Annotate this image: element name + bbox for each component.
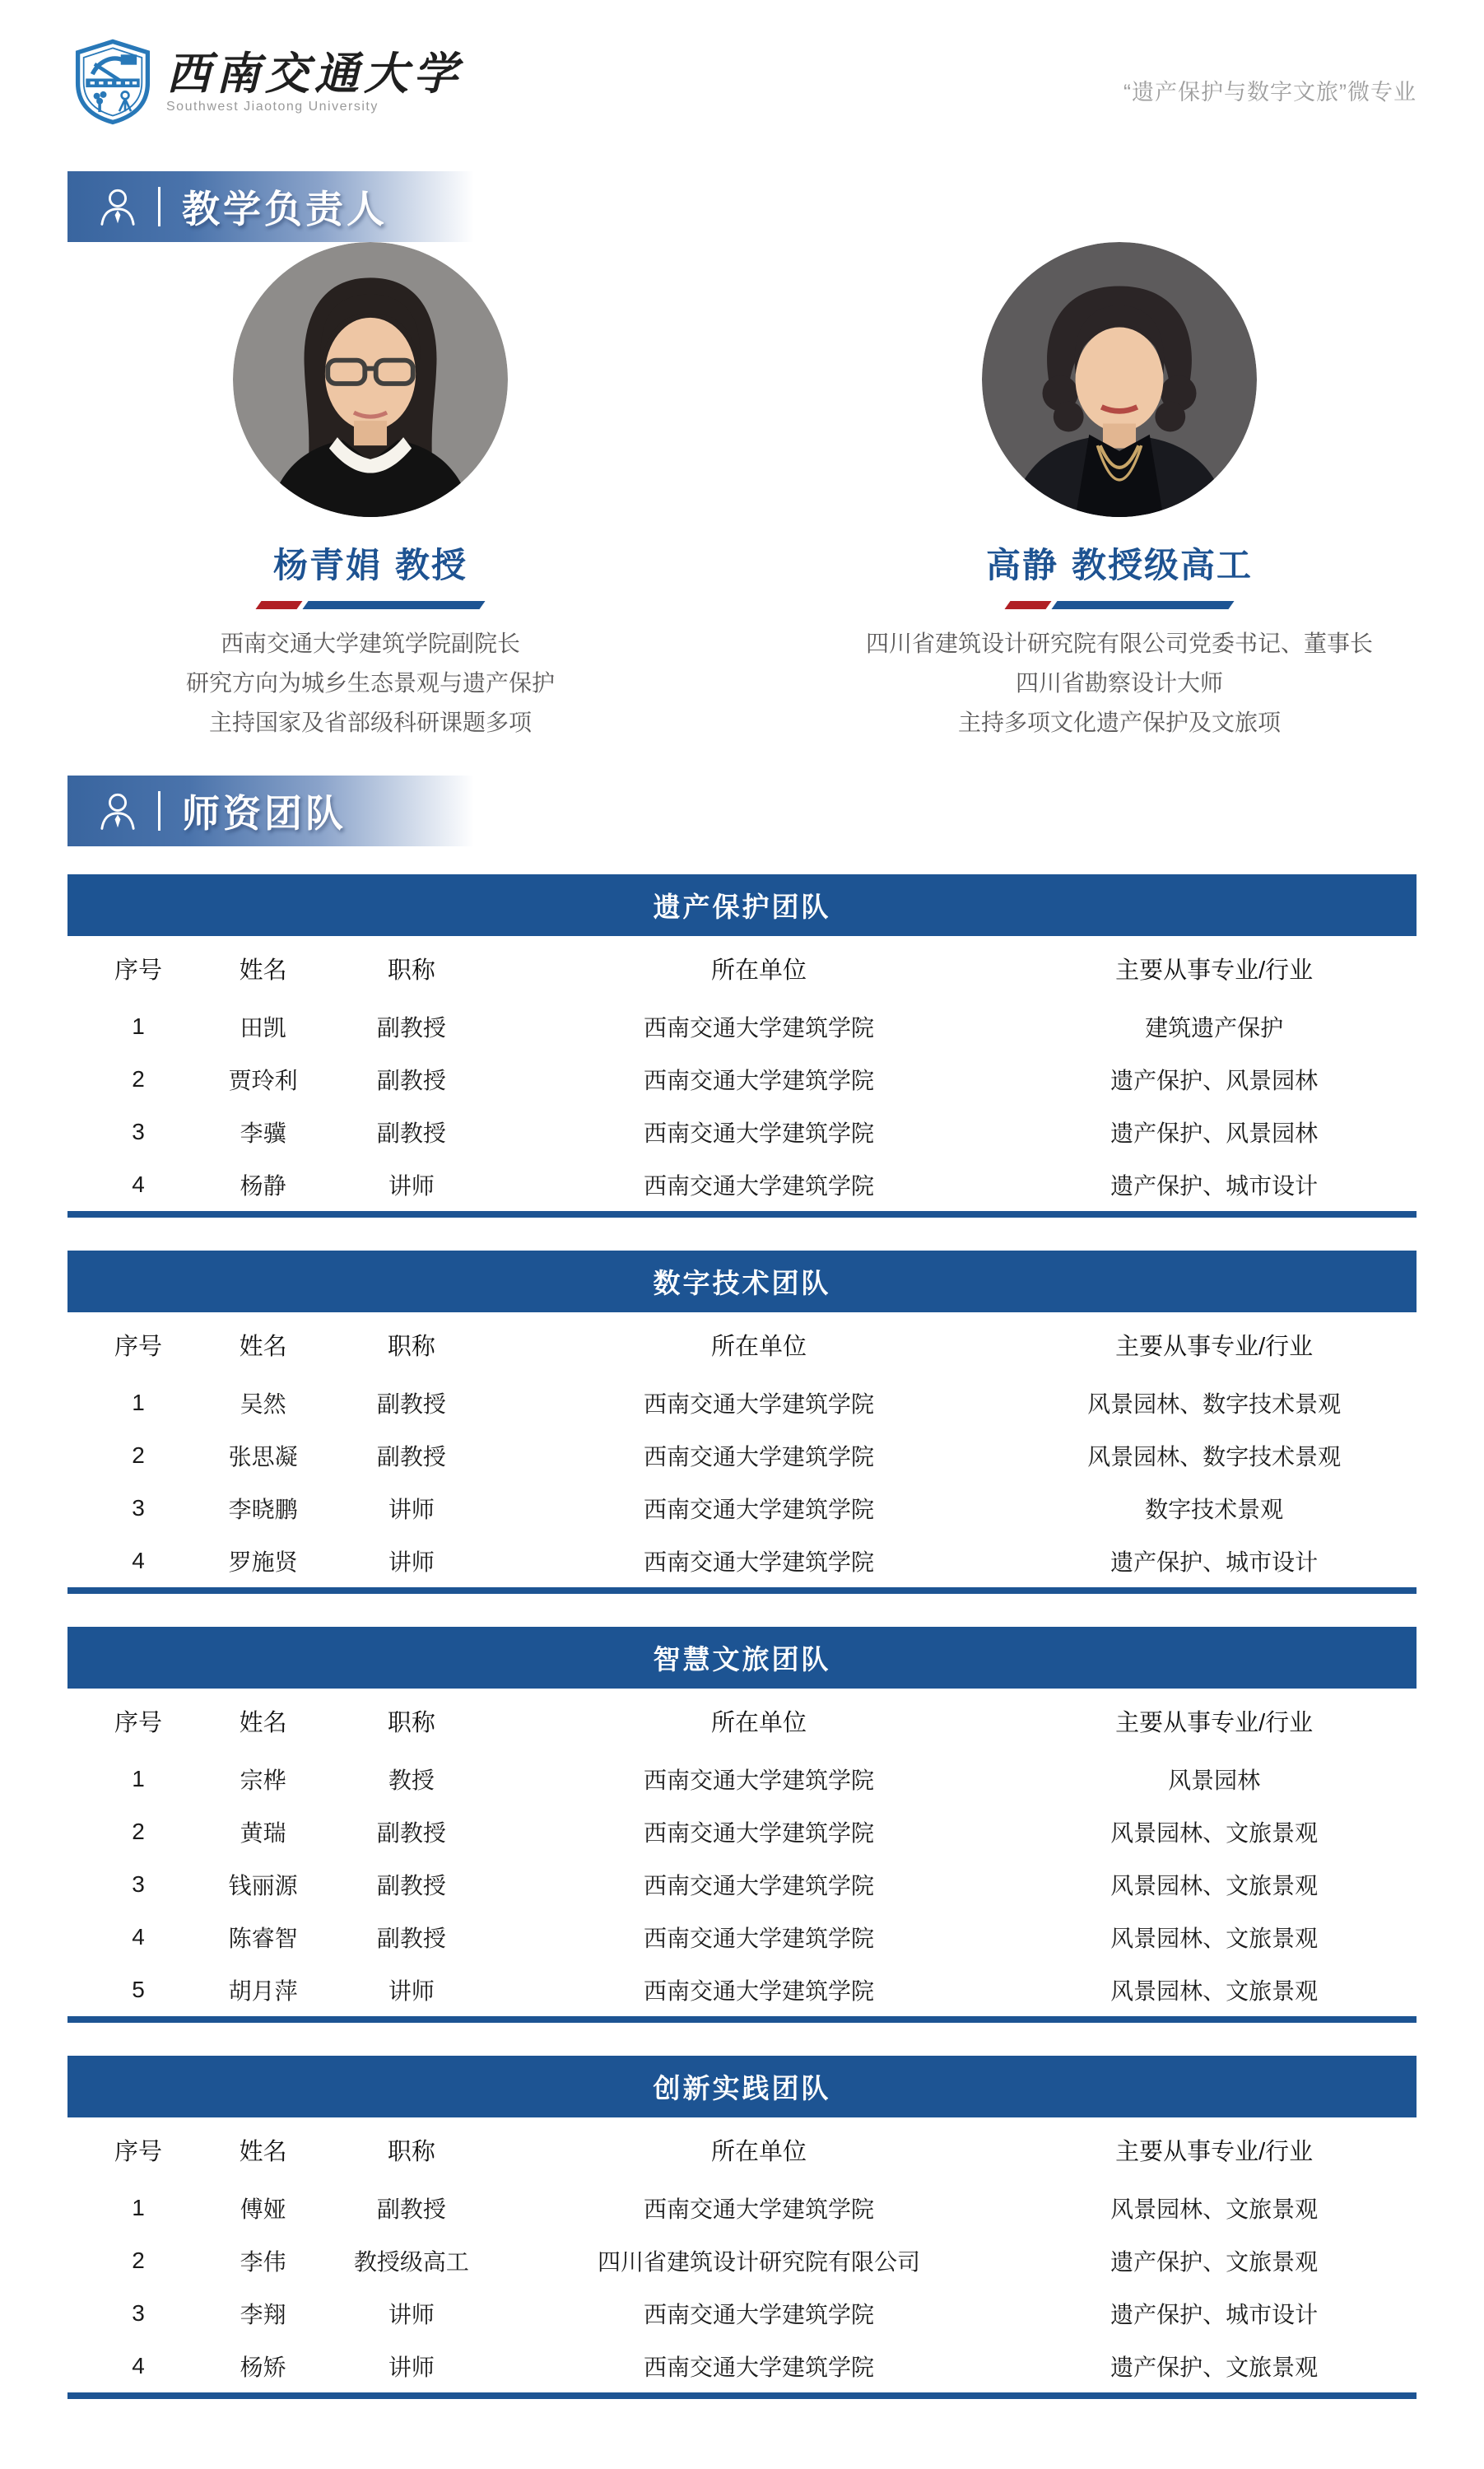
- table-cell: 遗产保护、风景园林: [1110, 1120, 1319, 1146]
- underline-blue-segment: [1051, 601, 1234, 609]
- bio-line: 研究方向为城乡生态景观与遗产保护: [185, 670, 555, 696]
- name-underline: [258, 601, 482, 609]
- table-cell: 3: [132, 1495, 145, 1521]
- column-header: 序号: [114, 1709, 163, 1736]
- person-icon: [95, 789, 140, 833]
- table-bottom-border: [67, 1211, 1417, 1218]
- table-row: [67, 1911, 1417, 1964]
- table-cell: 西南交通大学建筑学院: [643, 1978, 874, 2004]
- table-rows: [67, 1753, 1417, 2016]
- table-bottom-border: [67, 2016, 1417, 2023]
- table-cell: 讲师: [388, 1978, 435, 2004]
- table-rows: [67, 2182, 1417, 2392]
- table-cell: 西南交通大学建筑学院: [643, 1173, 874, 1199]
- team-table: [67, 2056, 1417, 2399]
- table-cell: 副教授: [376, 1444, 446, 1470]
- table-cell: 杨矫: [240, 2355, 286, 2380]
- column-header: 序号: [114, 2138, 163, 2165]
- table-cell: 遗产保护、文旅景观: [1110, 2249, 1319, 2275]
- leader-name: 杨青娟: [272, 546, 382, 585]
- table-header-row: [67, 936, 1417, 1000]
- table-cell: 建筑遗产保护: [1145, 1015, 1284, 1041]
- table-cell: 西南交通大学建筑学院: [643, 1873, 874, 1898]
- table-cell: 讲师: [388, 1549, 435, 1575]
- bio-line: 主持国家及省部级科研课题多项: [208, 710, 532, 735]
- table-cell: 西南交通大学建筑学院: [643, 1497, 874, 1522]
- table-cell: 风景园林、数字技术景观: [1087, 1444, 1342, 1470]
- table-cell: 遗产保护、城市设计: [1110, 2302, 1319, 2327]
- leader-bio: [186, 624, 555, 743]
- leader-rank: 教授级高工: [1072, 546, 1254, 585]
- table-cell: 胡月萍: [228, 1978, 298, 2004]
- faculty-teams: [67, 874, 1417, 2432]
- column-header: 姓名: [239, 957, 287, 984]
- table-cell: 西南交通大学建筑学院: [643, 2302, 874, 2327]
- table-row: [67, 1158, 1417, 1211]
- table-cell: 2: [132, 1442, 145, 1468]
- table-cell: 4: [132, 2353, 145, 2378]
- table-row: [67, 1964, 1417, 2016]
- table-cell: 吴然: [240, 1391, 286, 1417]
- table-row: [67, 1482, 1417, 1535]
- section-header-leaders: [67, 171, 474, 242]
- tie-glyph: [115, 211, 121, 224]
- logo-texts: [166, 49, 463, 114]
- name-underline: [1007, 601, 1231, 609]
- table-cell: 张思凝: [228, 1444, 298, 1470]
- table-header-row: [67, 2117, 1417, 2182]
- team-title-banner: [67, 874, 1417, 936]
- column-header: 序号: [114, 1333, 163, 1360]
- table-cell: 黄瑞: [240, 1820, 286, 1846]
- table-cell: 3: [132, 1871, 145, 1897]
- table-cell: 1: [132, 2195, 145, 2220]
- table-cell: 3: [132, 1119, 145, 1144]
- column-header: 姓名: [239, 1333, 287, 1360]
- section-title-faculty: 师资团队: [182, 792, 347, 835]
- table-cell: 西南交通大学建筑学院: [643, 1768, 874, 1793]
- team-title: 智慧文旅团队: [653, 1644, 831, 1675]
- table-cell: 西南交通大学建筑学院: [643, 1391, 874, 1417]
- team-title-banner: [67, 1627, 1417, 1689]
- column-header: 主要从事专业/行业: [1115, 2138, 1314, 2165]
- section-divider: [158, 791, 160, 831]
- table-cell: 风景园林: [1168, 1768, 1261, 1793]
- table-cell: 4: [132, 1172, 145, 1197]
- table-row: [67, 1000, 1417, 1053]
- column-header: 姓名: [239, 2138, 287, 2165]
- table-cell: 讲师: [388, 2355, 435, 2380]
- column-header: 职称: [387, 1333, 435, 1360]
- table-cell: 李翔: [240, 2302, 286, 2327]
- column-header: 职称: [387, 1709, 435, 1736]
- leader-card: [82, 242, 658, 743]
- team-title: 数字技术团队: [653, 1268, 831, 1298]
- section-title-leaders: 教学负责人: [182, 188, 388, 231]
- underline-blue-segment: [302, 601, 485, 609]
- table-row: [67, 1106, 1417, 1158]
- table-cell: 2: [132, 1066, 145, 1092]
- table-cell: 副教授: [376, 1873, 446, 1898]
- table-cell: 西南交通大学建筑学院: [643, 2355, 874, 2380]
- underline-red-segment: [1004, 601, 1051, 609]
- leader-card: [831, 242, 1407, 743]
- table-cell: 李晓鹏: [228, 1497, 298, 1522]
- column-header: 职称: [387, 957, 435, 984]
- table-cell: 风景园林、文旅景观: [1110, 1978, 1319, 2004]
- table-cell: 宗桦: [240, 1768, 286, 1793]
- table-cell: 4: [132, 1924, 145, 1950]
- table-row: [67, 1535, 1417, 1587]
- column-header: 主要从事专业/行业: [1115, 957, 1314, 984]
- team-table: [67, 1251, 1417, 1594]
- table-cell: 数字技术景观: [1145, 1497, 1284, 1522]
- program-tagline: “遗产保护与数字文旅”微专业: [1123, 80, 1417, 105]
- table-cell: 2: [132, 2248, 145, 2273]
- column-header: 主要从事专业/行业: [1115, 1333, 1314, 1360]
- table-cell: 5: [132, 1977, 145, 2002]
- table-cell: 西南交通大学建筑学院: [643, 1444, 874, 1470]
- table-cell: 副教授: [376, 1068, 446, 1093]
- table-row: [67, 2182, 1417, 2234]
- table-cell: 教授级高工: [353, 2249, 469, 2275]
- leader-photo: [233, 242, 508, 517]
- person-icon: [95, 184, 140, 229]
- table-cell: 李伟: [240, 2249, 286, 2275]
- leader-name-row: [273, 538, 468, 588]
- bio-line: 四川省勘察设计大师: [1015, 670, 1223, 696]
- table-cell: 1: [132, 1766, 145, 1791]
- column-header: 所在单位: [710, 1709, 807, 1736]
- column-header: 姓名: [239, 1709, 287, 1736]
- team-title: 创新实践团队: [653, 2073, 831, 2103]
- team-title: 遗产保护团队: [653, 892, 831, 922]
- table-cell: 遗产保护、城市设计: [1110, 1549, 1319, 1575]
- table-cell: 1: [132, 1013, 145, 1039]
- table-cell: 讲师: [388, 1173, 435, 1199]
- table-cell: 副教授: [376, 1820, 446, 1846]
- table-cell: 陈睿智: [228, 1926, 298, 1951]
- table-cell: 1: [132, 1390, 145, 1415]
- bio-line: 四川省建筑设计研究院有限公司党委书记、董事长: [865, 631, 1373, 656]
- leader-bio: [866, 624, 1373, 743]
- table-row: [67, 1753, 1417, 1805]
- column-header: 所在单位: [710, 1333, 807, 1360]
- table-cell: 西南交通大学建筑学院: [643, 1120, 874, 1146]
- table-cell: 教授: [388, 1768, 435, 1793]
- section-divider: [158, 187, 160, 226]
- column-header: 所在单位: [710, 2138, 807, 2165]
- table-cell: 西南交通大学建筑学院: [643, 2196, 874, 2222]
- bio-line: 主持多项文化遗产保护及文旅项: [957, 710, 1281, 735]
- table-row: [67, 2287, 1417, 2340]
- university-logo: [72, 38, 463, 125]
- table-cell: 钱丽源: [228, 1873, 298, 1898]
- university-name-en: Southwest Jiaotong University: [166, 100, 379, 114]
- table-bottom-border: [67, 1587, 1417, 1594]
- column-header: 所在单位: [710, 957, 807, 984]
- column-header: 序号: [114, 957, 163, 984]
- column-header: 主要从事专业/行业: [1115, 1709, 1314, 1736]
- table-cell: 李骥: [240, 1120, 286, 1146]
- leader-name: 高静: [985, 546, 1058, 585]
- underline-red-segment: [255, 601, 302, 609]
- table-cell: 罗施贤: [228, 1549, 298, 1575]
- leader-photo: [982, 242, 1257, 517]
- table-cell: 遗产保护、文旅景观: [1110, 2355, 1319, 2380]
- table-cell: 风景园林、文旅景观: [1110, 1873, 1319, 1898]
- leader-rank: 教授: [395, 546, 468, 585]
- team-title-banner: [67, 1251, 1417, 1312]
- top-header: [72, 38, 1417, 125]
- table-header-row: [67, 1689, 1417, 1753]
- table-cell: 讲师: [388, 1497, 435, 1522]
- table-cell: 西南交通大学建筑学院: [643, 1549, 874, 1575]
- table-bottom-border: [67, 2392, 1417, 2399]
- university-shield-icon: [72, 38, 153, 125]
- table-cell: 3: [132, 2300, 145, 2326]
- tie-glyph: [115, 815, 121, 828]
- table-cell: 副教授: [376, 1015, 446, 1041]
- table-cell: 风景园林、文旅景观: [1110, 1820, 1319, 1846]
- table-cell: 风景园林、文旅景观: [1110, 2196, 1319, 2222]
- table-cell: 讲师: [388, 2302, 435, 2327]
- table-row: [67, 1377, 1417, 1429]
- table-cell: 西南交通大学建筑学院: [643, 1820, 874, 1846]
- table-cell: 贾玲利: [228, 1068, 298, 1093]
- table-rows: [67, 1000, 1417, 1211]
- table-cell: 副教授: [376, 2196, 446, 2222]
- table-cell: 4: [132, 1548, 145, 1573]
- table-cell: 风景园林、文旅景观: [1110, 1926, 1319, 1951]
- table-cell: 西南交通大学建筑学院: [643, 1015, 874, 1041]
- table-cell: 田凯: [240, 1015, 286, 1041]
- table-cell: 西南交通大学建筑学院: [643, 1068, 874, 1093]
- table-cell: 杨静: [240, 1173, 286, 1199]
- team-table: [67, 1627, 1417, 2023]
- table-row: [67, 2340, 1417, 2392]
- table-cell: 四川省建筑设计研究院有限公司: [597, 2249, 920, 2275]
- table-row: [67, 2234, 1417, 2287]
- table-row: [67, 1429, 1417, 1482]
- table-cell: 2: [132, 1819, 145, 1844]
- table-cell: 副教授: [376, 1926, 446, 1951]
- team-title-banner: [67, 2056, 1417, 2117]
- university-name-cn: 西南交通大学: [166, 47, 463, 100]
- table-cell: 副教授: [376, 1391, 446, 1417]
- table-rows: [67, 1377, 1417, 1587]
- table-cell: 风景园林、数字技术景观: [1087, 1391, 1342, 1417]
- table-cell: 副教授: [376, 1120, 446, 1146]
- team-table: [67, 874, 1417, 1218]
- table-row: [67, 1053, 1417, 1106]
- table-header-row: [67, 1312, 1417, 1377]
- leader-name-row: [986, 538, 1253, 588]
- table-cell: 西南交通大学建筑学院: [643, 1926, 874, 1951]
- table-cell: 遗产保护、城市设计: [1110, 1173, 1319, 1199]
- table-cell: 遗产保护、风景园林: [1110, 1068, 1319, 1093]
- bio-line: 西南交通大学建筑学院副院长: [220, 631, 520, 656]
- table-row: [67, 1805, 1417, 1858]
- table-row: [67, 1858, 1417, 1911]
- table-cell: 傅娅: [240, 2196, 286, 2222]
- section-header-faculty: [67, 776, 474, 846]
- column-header: 职称: [387, 2138, 435, 2165]
